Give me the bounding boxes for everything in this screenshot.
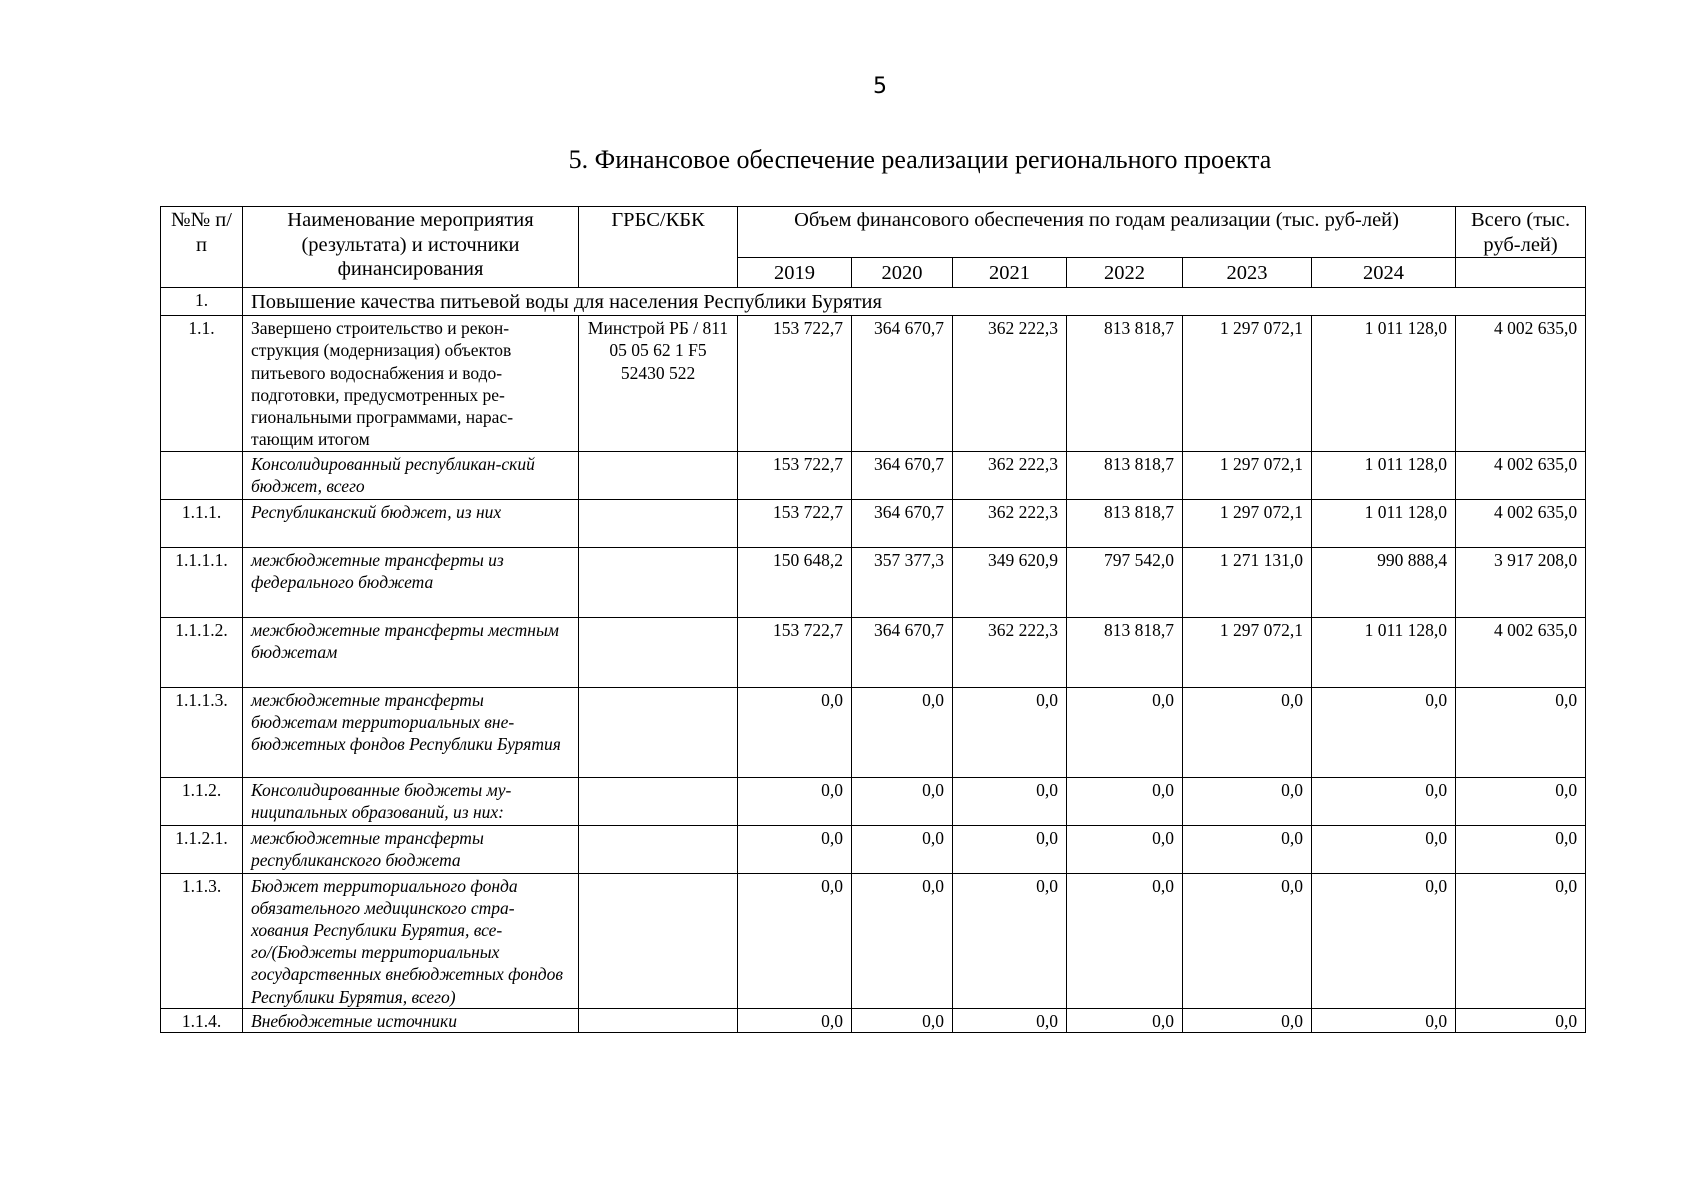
- table-row: [161, 825, 1586, 873]
- row-value: 0,0: [953, 777, 1067, 825]
- row-value: 0,0: [1183, 777, 1312, 825]
- row-total: 0,0: [1456, 1008, 1586, 1032]
- row-value: 0,0: [953, 687, 1067, 777]
- row-value: 362 222,3: [953, 316, 1067, 451]
- row-name: межбюджетные трансферты из федерального бюджета: [243, 547, 579, 617]
- row-name: межбюджетные трансферты республиканского бюджета: [243, 825, 579, 873]
- table-row: [161, 873, 1586, 1008]
- row-value: 0,0: [1312, 687, 1456, 777]
- row-value: 0,0: [738, 873, 852, 1008]
- row-value: 364 670,7: [852, 316, 953, 451]
- row-grbs: [579, 777, 738, 825]
- row-total: 4 002 635,0: [1456, 451, 1586, 499]
- row-value: 813 818,7: [1067, 617, 1183, 687]
- row-value: 1 297 072,1: [1183, 617, 1312, 687]
- row-grbs: [579, 499, 738, 547]
- row-value: 0,0: [738, 1008, 852, 1032]
- row-value: 1 011 128,0: [1312, 316, 1456, 451]
- row-num: 1.1.1.2.: [161, 617, 243, 687]
- row-grbs: [579, 451, 738, 499]
- section-num: 1.: [161, 288, 243, 316]
- row-value: 153 722,7: [738, 617, 852, 687]
- row-value: 1 297 072,1: [1183, 499, 1312, 547]
- header-grbs: ГРБС/КБК: [579, 207, 738, 288]
- row-name: Консолидированные бюджеты му-ниципальных образований, из них:: [243, 777, 579, 825]
- row-value: 797 542,0: [1067, 547, 1183, 617]
- section-heading: 5. Финансовое обеспечение реализации регионального проекта: [568, 145, 1272, 174]
- header-year: 2024: [1312, 258, 1456, 288]
- row-num: 1.1.1.3.: [161, 687, 243, 777]
- row-num: 1.1.: [161, 316, 243, 451]
- row-name: Внебюджетные источники: [243, 1008, 579, 1032]
- table-row: [161, 617, 1586, 687]
- row-num: 1.1.1.1.: [161, 547, 243, 617]
- row-value: 0,0: [1067, 777, 1183, 825]
- row-value: 349 620,9: [953, 547, 1067, 617]
- row-value: 0,0: [1067, 825, 1183, 873]
- row-total: 0,0: [1456, 873, 1586, 1008]
- header-total-empty: [1456, 258, 1586, 288]
- row-value: 0,0: [1067, 687, 1183, 777]
- row-value: 0,0: [1183, 687, 1312, 777]
- row-grbs: [579, 547, 738, 617]
- row-value: 990 888,4: [1312, 547, 1456, 617]
- row-name: Бюджет территориального фонда обязательного медицинского стра-хования Республики Бурятия, все-го/(Бюджеты территориальных государственных внебюджетных фондов Республики Бурятия, всего): [243, 873, 579, 1008]
- row-grbs: Минстрой РБ / 811 05 05 62 1 F5 52430 522: [579, 316, 738, 451]
- row-value: 364 670,7: [852, 451, 953, 499]
- header-total: Всего (тыс. руб-лей): [1456, 207, 1586, 258]
- row-value: 0,0: [852, 777, 953, 825]
- row-total: 0,0: [1456, 777, 1586, 825]
- row-value: 1 011 128,0: [1312, 499, 1456, 547]
- row-num: [161, 451, 243, 499]
- row-total: 4 002 635,0: [1456, 499, 1586, 547]
- row-total: 0,0: [1456, 687, 1586, 777]
- header-year: 2019: [738, 258, 852, 288]
- table-row: [161, 499, 1586, 547]
- row-name: Завершено строительство и рекон-струкция (модернизация) объектов питьевого водоснабжения и водо-подготовки, предусмотренных ре-гиональными программами, нарас-тающим итогом: [243, 316, 579, 451]
- row-value: 0,0: [1183, 873, 1312, 1008]
- row-value: 0,0: [1312, 777, 1456, 825]
- row-value: 1 011 128,0: [1312, 451, 1456, 499]
- row-value: 1 011 128,0: [1312, 617, 1456, 687]
- row-total: 4 002 635,0: [1456, 316, 1586, 451]
- page-number: 5: [873, 74, 887, 99]
- row-value: 357 377,3: [852, 547, 953, 617]
- row-value: 362 222,3: [953, 499, 1067, 547]
- row-num: 1.1.2.1.: [161, 825, 243, 873]
- row-grbs: [579, 873, 738, 1008]
- row-num: 1.1.1.: [161, 499, 243, 547]
- header-row: [161, 207, 1586, 258]
- row-value: 153 722,7: [738, 316, 852, 451]
- row-value: 153 722,7: [738, 451, 852, 499]
- header-year: 2021: [953, 258, 1067, 288]
- row-num: 1.1.2.: [161, 777, 243, 825]
- row-value: 0,0: [1067, 1008, 1183, 1032]
- row-value: 0,0: [1183, 825, 1312, 873]
- row-value: 813 818,7: [1067, 499, 1183, 547]
- row-value: 0,0: [738, 687, 852, 777]
- table-row: [161, 687, 1586, 777]
- row-value: 1 297 072,1: [1183, 316, 1312, 451]
- row-name: межбюджетные трансферты бюджетам территориальных вне-бюджетных фондов Республики Бурятия: [243, 687, 579, 777]
- row-total: 4 002 635,0: [1456, 617, 1586, 687]
- row-num: 1.1.3.: [161, 873, 243, 1008]
- row-value: 364 670,7: [852, 499, 953, 547]
- header-name: Наименование мероприятия (результата) и источники финансирования: [243, 207, 579, 288]
- row-grbs: [579, 687, 738, 777]
- row-total: 3 917 208,0: [1456, 547, 1586, 617]
- row-value: 813 818,7: [1067, 451, 1183, 499]
- table-row: [161, 451, 1586, 499]
- row-value: 364 670,7: [852, 617, 953, 687]
- table-row: [161, 777, 1586, 825]
- section-row: [161, 288, 1586, 316]
- row-name: Республиканский бюджет, из них: [243, 499, 579, 547]
- table-row: [161, 547, 1586, 617]
- row-name: межбюджетные трансферты местным бюджетам: [243, 617, 579, 687]
- row-value: 0,0: [738, 777, 852, 825]
- row-value: 153 722,7: [738, 499, 852, 547]
- row-value: 0,0: [953, 873, 1067, 1008]
- row-name: Консолидированный республикан-ский бюджет, всего: [243, 451, 579, 499]
- row-value: 0,0: [1312, 873, 1456, 1008]
- section-title: Повышение качества питьевой воды для населения Республики Бурятия: [243, 288, 1586, 316]
- row-value: 362 222,3: [953, 451, 1067, 499]
- header-volume: Объем финансового обеспечения по годам реализации (тыс. руб-лей): [738, 207, 1456, 258]
- row-value: 0,0: [1312, 1008, 1456, 1032]
- row-value: 1 271 131,0: [1183, 547, 1312, 617]
- header-year: 2023: [1183, 258, 1312, 288]
- header-num: №№ п/п: [161, 207, 243, 288]
- row-value: 0,0: [852, 825, 953, 873]
- row-grbs: [579, 1008, 738, 1032]
- row-value: 1 297 072,1: [1183, 451, 1312, 499]
- financing-table: [160, 206, 1586, 1033]
- table-row: [161, 316, 1586, 451]
- row-grbs: [579, 825, 738, 873]
- header-year: 2020: [852, 258, 953, 288]
- row-value: 0,0: [953, 825, 1067, 873]
- row-value: 0,0: [852, 1008, 953, 1032]
- row-value: 362 222,3: [953, 617, 1067, 687]
- row-value: 150 648,2: [738, 547, 852, 617]
- row-value: 0,0: [1312, 825, 1456, 873]
- row-value: 0,0: [1183, 1008, 1312, 1032]
- row-value: 813 818,7: [1067, 316, 1183, 451]
- row-value: 0,0: [852, 873, 953, 1008]
- table-row: [161, 1008, 1586, 1032]
- header-year: 2022: [1067, 258, 1183, 288]
- row-value: 0,0: [852, 687, 953, 777]
- row-value: 0,0: [953, 1008, 1067, 1032]
- row-value: 0,0: [738, 825, 852, 873]
- row-total: 0,0: [1456, 825, 1586, 873]
- row-num: 1.1.4.: [161, 1008, 243, 1032]
- row-value: 0,0: [1067, 873, 1183, 1008]
- row-grbs: [579, 617, 738, 687]
